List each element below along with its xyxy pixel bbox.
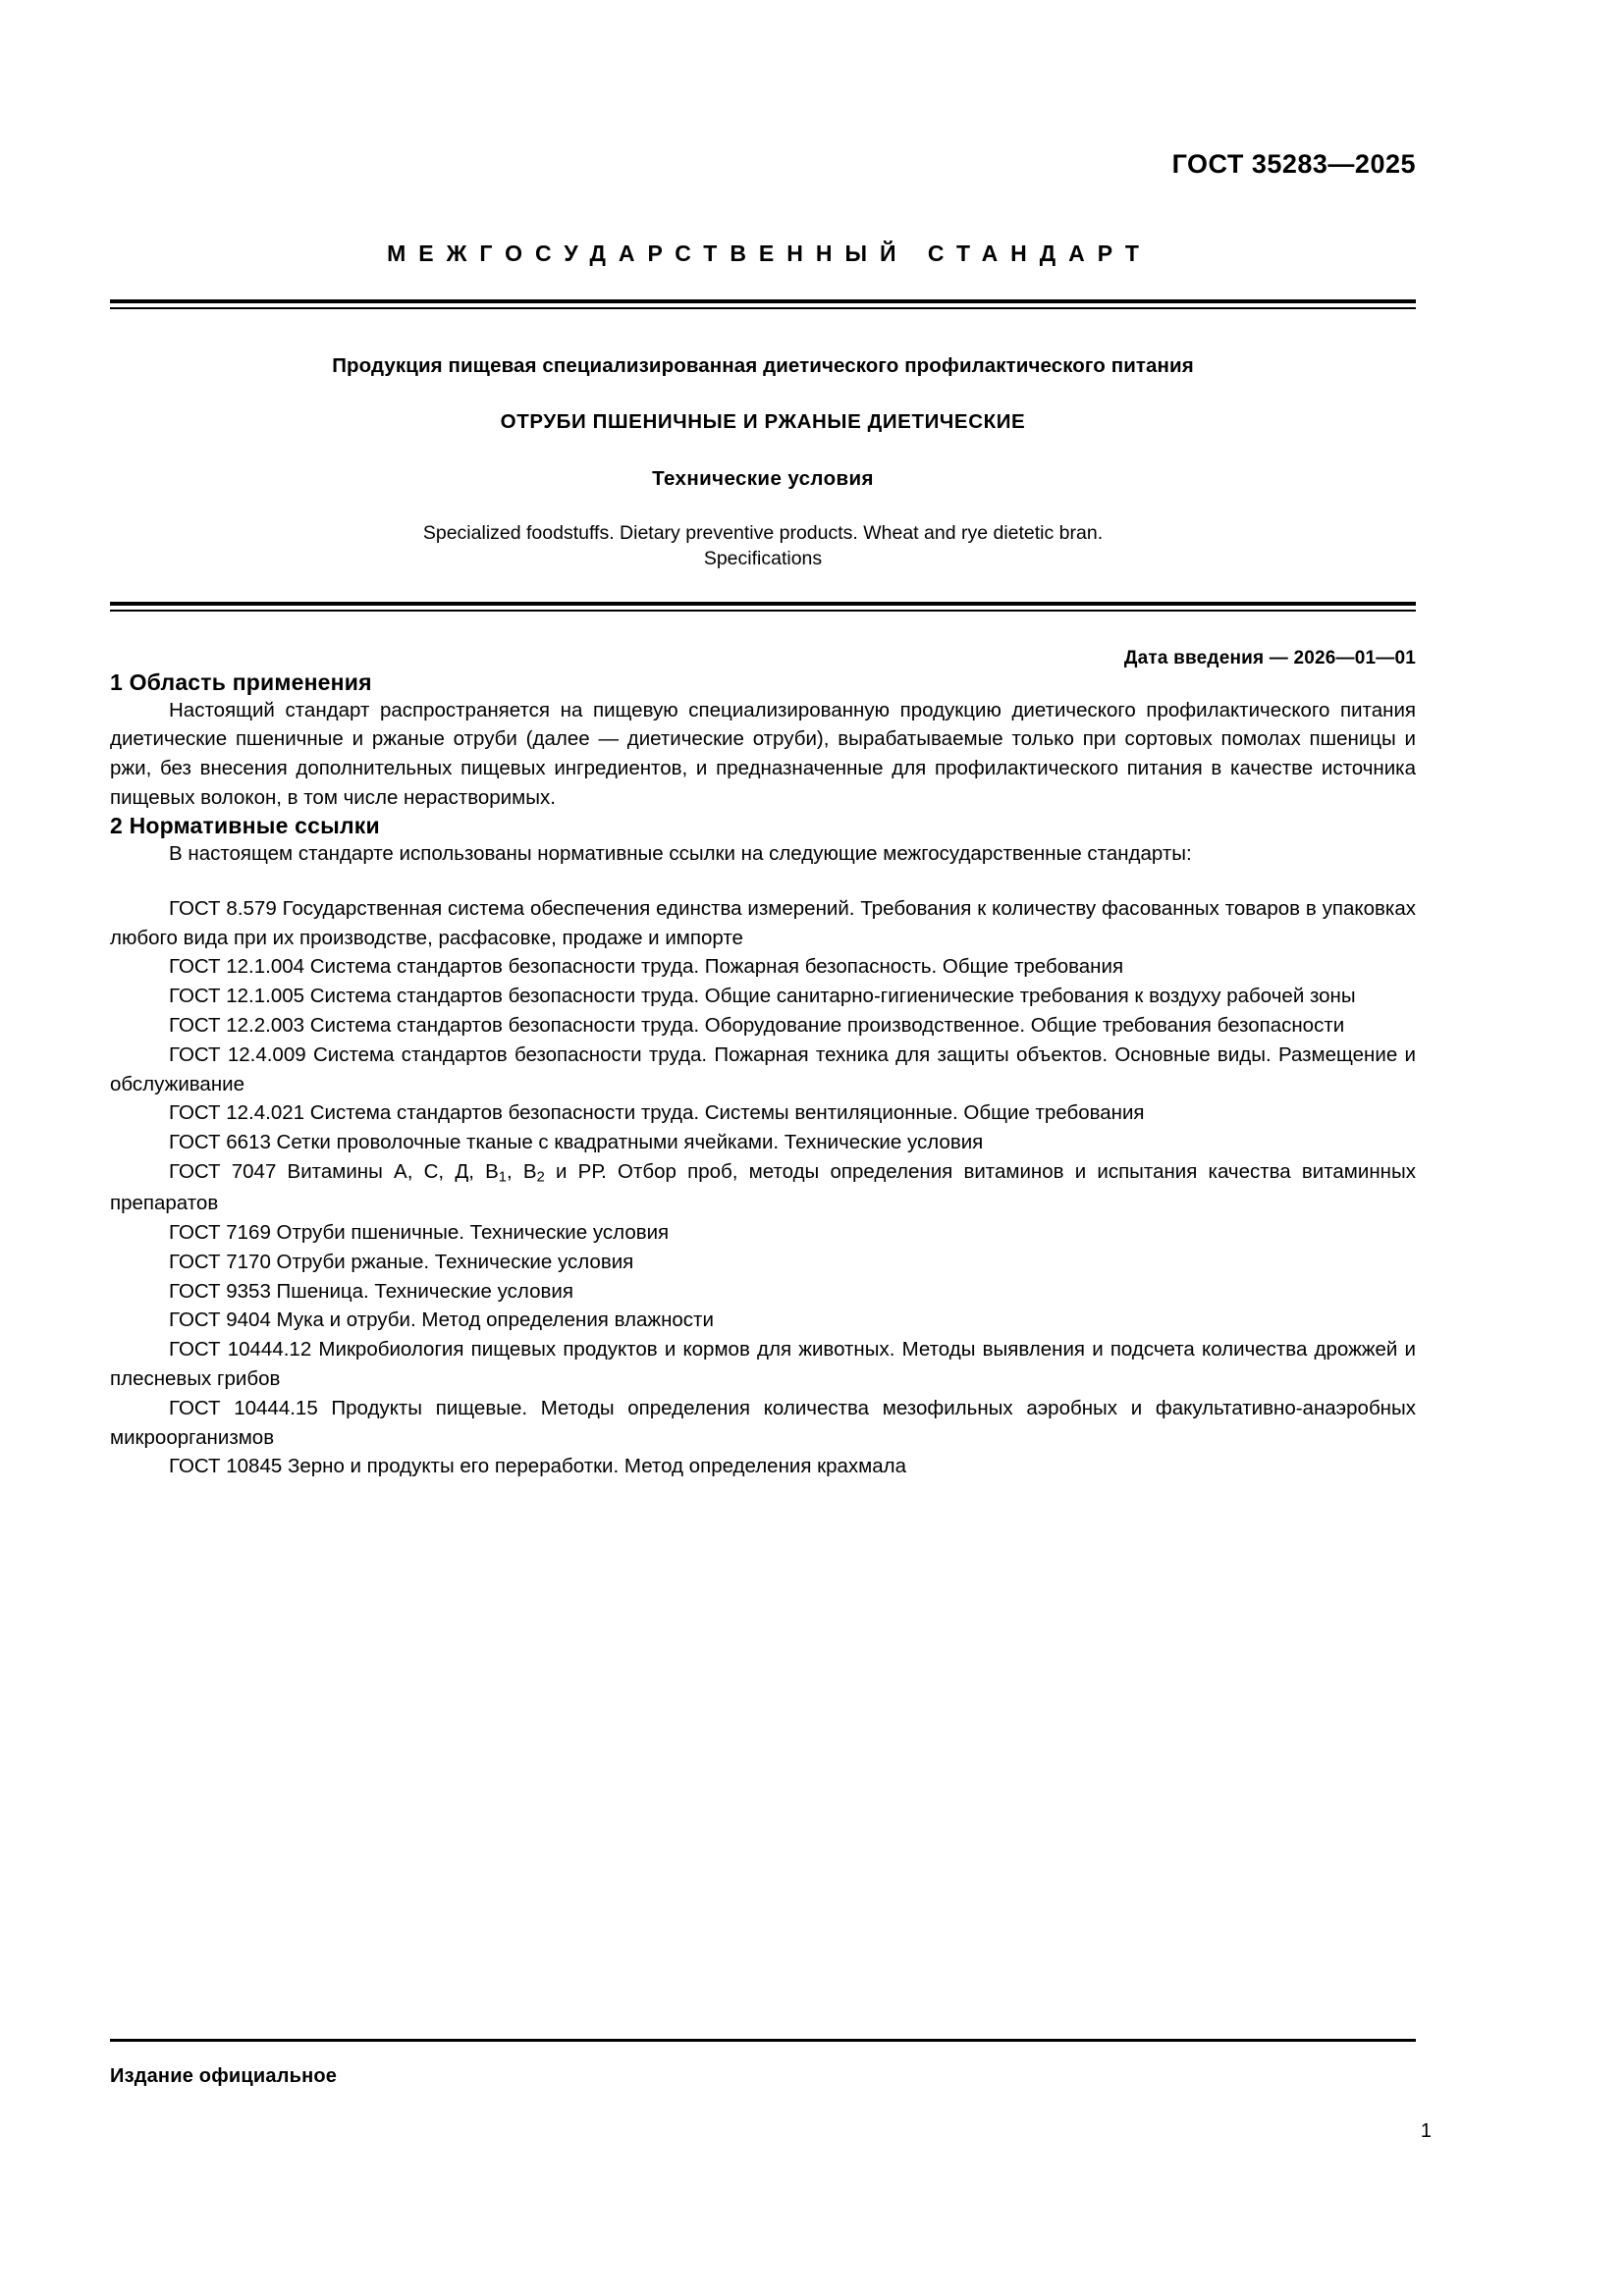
date-of-introduction: Дата введения — 2026—01—01 [1123,647,1416,668]
title-english-line2: Specifications [703,548,823,570]
document-number: ГОСТ 35283—2025 [1171,149,1416,179]
ref-vitamins-sub2: 2 [536,1169,545,1186]
reference-item: ГОСТ 12.4.009 Система стандартов безопасности труда. Пожарная техника для защиты объектов. Основные виды. Размещение и обслуживание [110,1042,1416,1095]
ref-vitamins-sub1: 1 [498,1169,507,1186]
section-heading-scope: 1 Область применения [110,668,372,695]
reference-item-vitamins [110,1157,1416,1218]
header-rule-thick [110,299,1416,303]
reference-item: ГОСТ 12.1.005 Система стандартов безопасности труда. Общие санитарно-гигиенические требования к воздуху рабочей зоны [169,985,1356,1008]
title-subtitle: Технические условия [652,467,874,490]
ref-vitamins-post: и РР. Отбор проб, методы определения витаминов и испытания качества витаминных препаратов [110,1160,1416,1215]
reference-item: ГОСТ 8.579 Государственная система обеспечения единства измерений. Требования к количеству фасованных товаров в упаковках любого вида при их производстве, расфасовке, продаже и импорте [110,896,1416,949]
title-block [110,354,1416,572]
references-intro: В настоящем стандарте использованы нормативные ссылки на следующие межгосударственные стандарты: [169,841,1192,865]
title-english-line1: Specialized foodstuffs. Dietary preventive products. Wheat and rye dietetic bran. [422,522,1104,544]
scope-paragraph: Настоящий стандарт распространяется на пищевую специализированную продукцию диетического профилактического питания диетические пшеничные и ржаные отруби (далее — диетические отруби), вырабатываемые только при сортовых помолах пшеницы и ржи, без внесения дополнительных пищевых ингредиентов, и предназначенные для профилактического питания в качестве источника пищевых волокон, в том числе нерастворимых. [110,698,1416,810]
title-rule-thick [110,602,1416,606]
title-rule-thin [110,610,1416,612]
standard-type-label: МЕЖГОСУДАРСТВЕННЫЙ СТАНДАРТ [387,240,1152,266]
page-content [110,0,1416,1481]
reference-item: ГОСТ 9353 Пшеница. Технические условия [169,1279,573,1303]
ref-vitamins-mid: , В [507,1160,537,1183]
page-number: 1 [1420,2120,1432,2142]
reference-item: ГОСТ 10845 Зерно и продукты его переработки. Метод определения крахмала [169,1455,907,1478]
title-main: ОТРУБИ ПШЕНИЧНЫЕ И РЖАНЫЕ ДИЕТИЧЕСКИЕ [500,410,1026,433]
reference-item: ГОСТ 12.2.003 Система стандартов безопасности труда. Оборудование производственное. Общие требования безопасности [169,1013,1345,1037]
reference-item: ГОСТ 12.4.021 Система стандартов безопасности труда. Системы вентиляционные. Общие требования [169,1101,1145,1125]
reference-item: ГОСТ 12.1.004 Система стандартов безопасности труда. Пожарная безопасность. Общие требования [169,955,1124,979]
reference-item: ГОСТ 9404 Мука и отруби. Метод определения влажности [169,1308,714,1332]
reference-item: ГОСТ 10444.12 Микробиология пищевых продуктов и кормов для животных. Методы выявления и подсчета количества дрожжей и плесневых грибов [110,1338,1416,1391]
section-heading-references: 2 Нормативные ссылки [110,812,380,838]
references-list [110,894,1416,1482]
footer-rule [110,2039,1416,2042]
title-category: Продукция пищевая специализированная диетического профилактического питания [332,354,1194,377]
official-edition-note: Издание официальное [110,2065,338,2087]
reference-item: ГОСТ 6613 Сетки проволочные тканые с квадратными ячейками. Технические условия [169,1131,984,1154]
reference-item: ГОСТ 7169 Отруби пшеничные. Технические условия [169,1220,670,1244]
ref-vitamins-pre: ГОСТ 7047 Витамины А, С, Д, В [169,1160,499,1183]
reference-item: ГОСТ 10444.15 Продукты пищевые. Методы определения количества мезофильных аэробных и факультативно-анаэробных микроорганизмов [110,1396,1416,1449]
header-rule-thin [110,307,1416,309]
reference-item: ГОСТ 7170 Отруби ржаные. Технические условия [169,1250,634,1273]
title-english [110,520,1416,572]
